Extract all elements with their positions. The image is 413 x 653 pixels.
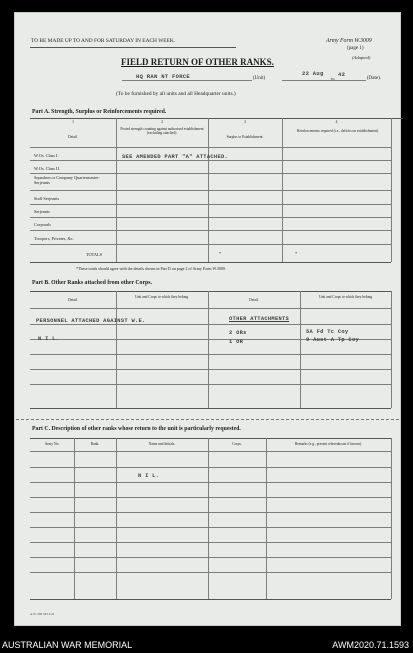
part-a-row-rule [30,244,391,245]
part-a-typed-entry: SEE AMENDED PART "A" ATTACHED. [122,154,229,160]
form-number: Army Form W.3009 [326,38,372,44]
unit-underline [122,80,252,81]
totals-mark: * [219,251,222,256]
part-a-header-reinforcements: Reinforcements required (i.e., deficits on establishment). [297,129,379,133]
totals-mark: * [295,251,298,256]
part-b-attach-qty: 1 OR [229,339,244,345]
form-title: FIELD RETURN OF OTHER RANKS. [121,57,274,67]
footer-bar [0,637,413,653]
part-c-header-remarks: Remarks (e.g., present whereabouts if known). [294,442,363,446]
part-b-left-typed-title: PERSONNEL ATTACHED AGAINST W.E. [36,318,146,324]
part-b-header-unit-1: Unit and Corps to which they belong. [135,295,189,299]
row-wo-class-1: W.Os. Class I. [34,153,59,158]
part-c-bottom-rule [30,599,391,600]
part-a-colnum-3: 3 [244,120,246,124]
part-a-bottom-rule [30,262,391,263]
part-a-colnum-2: 2 [161,120,163,124]
part-b-title: Part B. Other Ranks attached from other Corps. [32,280,152,286]
part-c-row-rule [30,497,391,498]
part-b-bottom-rule [30,408,391,409]
part-c-row-rule [30,482,391,483]
row-serjeants: Serjeants [34,209,50,214]
part-a-row-rule [30,230,391,231]
part-a-footnote: *These totals should agree with the details shown in Part D on page 2 of Army Form W.3009. [76,266,226,271]
part-b-header-detail-2: Detail. [249,298,259,302]
part-c-col-divider [391,438,392,599]
form-page: (page 1) [347,46,364,51]
part-c-col-divider [208,438,209,599]
part-a-colnum-1: 1 [72,120,74,124]
part-c-row-rule [30,467,391,468]
part-a-colnum-4: 4 [335,120,338,124]
part-a-header-surplus: Surplus to Establishment. [226,135,264,139]
part-c-col-divider [266,438,267,599]
form-subtitle: (To be furnished by all units and all Headquarter units.) [116,91,236,97]
part-b-header-rule [30,308,391,309]
part-b-header-unit-2: Unit and Corps to which they belong. [319,295,373,299]
part-a-col-divider [391,118,392,262]
part-a-col-divider [208,118,209,262]
part-c-row-rule [30,542,391,543]
part-b-right-typed-title: OTHER ATTACHMENTS [229,316,290,322]
part-a-rule [30,118,403,119]
print-code: A.W. 206 563 2/41 [30,612,55,616]
part-b-col-divider [208,291,209,408]
part-b-row-rule [30,384,391,385]
part-c-row-rule [30,512,391,513]
part-c-row-rule [30,572,391,573]
totals-label: TOTALS [86,252,103,257]
part-c-title: Part C. Description of other ranks whose return to the unit is particularly requested. [32,426,241,432]
part-c-header-rule [30,451,391,452]
part-b-attach-unit: 5A Fd Tc Coy [306,329,349,335]
submission-instruction: TO BE MADE UP TO AND FOR SATURDAY IN EACH WEEK. [31,38,176,44]
date-label: (Date). [367,76,382,81]
date-underline [282,80,366,81]
footer-accession-number: AWM2020.71.1593 [332,640,409,650]
part-c-typed-value: N I L. [138,473,160,479]
form-adapted: (Adapted) [352,55,371,60]
part-a-row-rule [30,217,391,218]
part-b-col-divider [300,291,301,408]
part-c-header-corps: Corps. [232,442,242,446]
part-b-attach-qty: 2 ORs [229,330,247,336]
field-return-form [14,12,401,626]
footer-institution: AUSTRALIAN WAR MEMORIAL [2,640,133,650]
part-a-header-posted: Posted strength counting against authorised establishment (excluding attached). [120,127,204,135]
part-b-header-detail-1: Detail. [68,298,78,302]
row-troopers: Troopers, Privates, &c. [34,236,74,241]
part-c-top-rule [30,438,391,439]
part-a-row-rule [30,204,391,205]
part-c-row-rule [30,527,391,528]
part-a-header-detail: Detail. [68,135,78,139]
part-c-header-rank: Rank. [90,442,100,446]
part-a-header-rule [30,147,391,148]
part-a-title: Part A. Strength, Surplus or Reinforcements required. [32,109,167,115]
part-b-row-rule [30,324,391,325]
part-b-left-typed-value: N I L. [38,336,60,342]
part-b-top-rule [30,291,391,292]
part-c-header-army-no: Army No. [44,442,60,446]
part-c-col-divider [116,438,117,599]
part-b-row-rule [30,369,391,370]
part-c-header-name: Name and Initials. [148,442,176,446]
year-prefix: 19 [330,77,335,82]
instruction-underline [30,47,236,48]
part-a-row-rule [30,173,391,174]
row-cqms: Squadron or Company Quartermaster-Serjeants [34,175,100,185]
row-staff-serjeants: Staff Serjeants [34,196,60,201]
perforation-line [16,419,399,420]
unit-value: HQ RAN NT FORCE [136,73,191,80]
part-b-attach-unit: 9 Aust A Tp Coy [306,337,360,343]
date-value: 22 Aug [302,70,324,77]
row-wo-class-2: W.Os. Class II. [34,166,60,171]
part-a-row-rule [30,190,391,191]
row-corporals: Corporals [34,222,51,227]
unit-label: (Unit) [253,76,266,81]
part-b-col-divider [391,291,392,408]
part-a-col-divider [282,118,283,262]
part-c-row-rule [30,557,391,558]
part-b-col-divider [116,291,117,408]
year-value: 42 [338,71,346,78]
part-a-col-divider [116,118,117,262]
part-c-col-divider [74,438,75,599]
part-b-row-rule [30,354,391,355]
part-a-row-rule [30,160,391,161]
